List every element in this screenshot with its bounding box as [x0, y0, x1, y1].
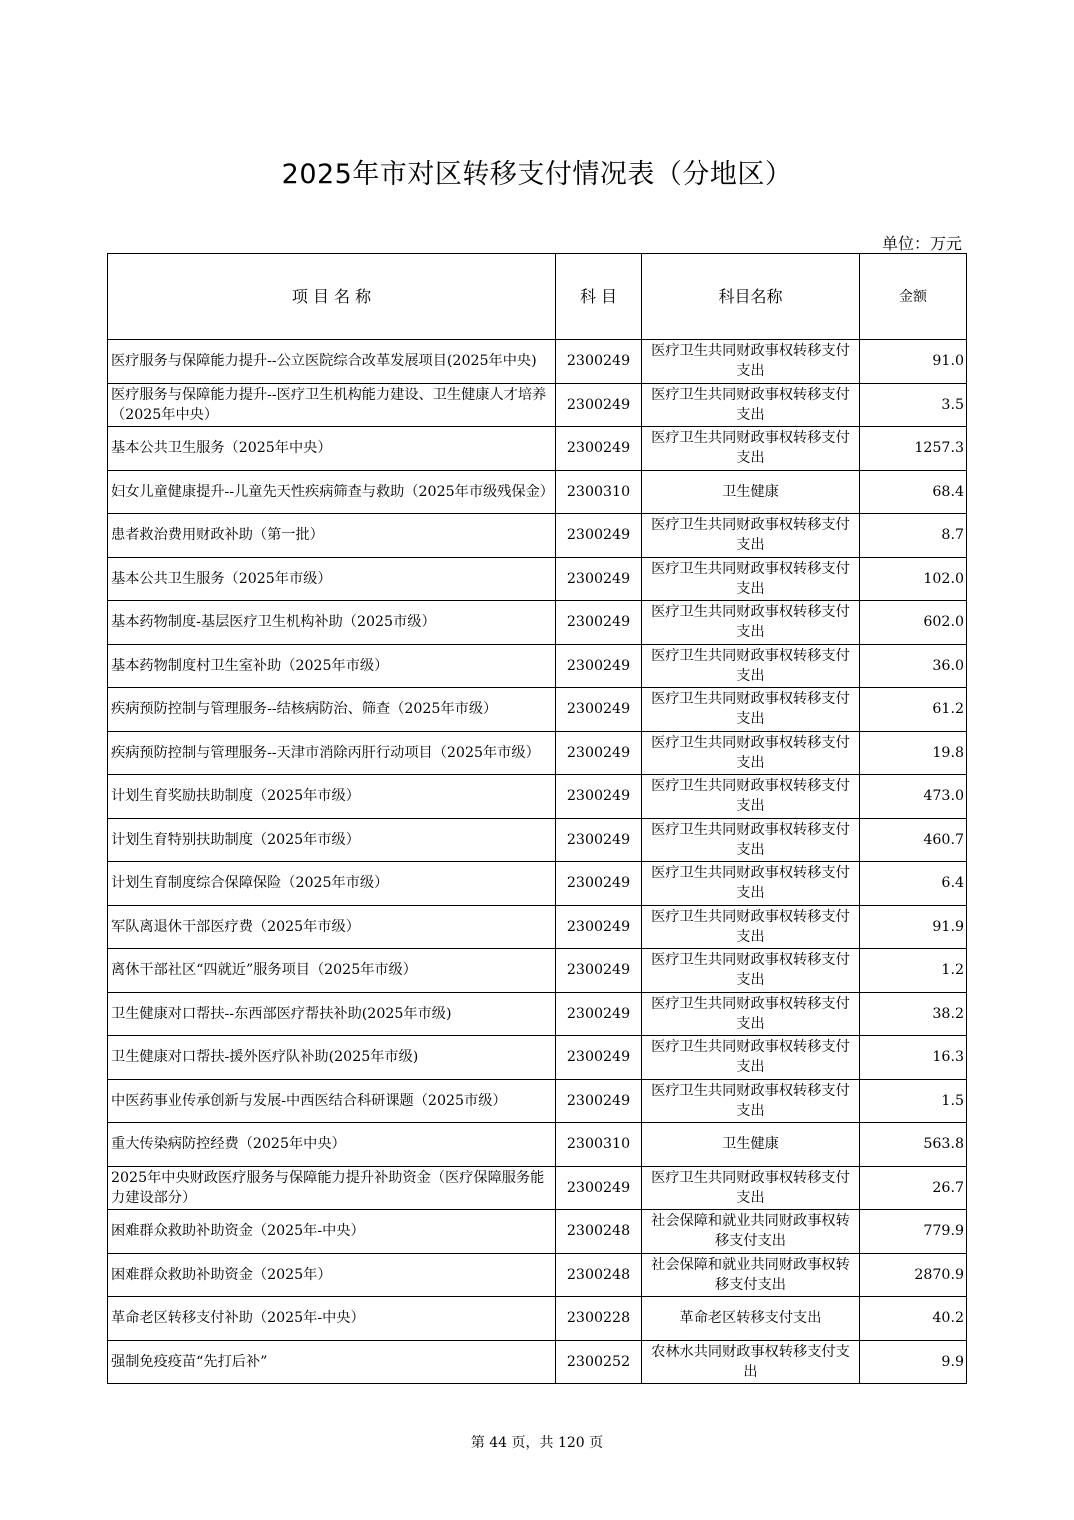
subject-code-cell: 2300228: [556, 1297, 642, 1341]
table-row: [108, 514, 967, 558]
subject-code-cell: 2300249: [556, 731, 642, 775]
project-name-cell: 重大传染病防控经费（2025年中央）: [108, 1123, 556, 1167]
table-row: [108, 601, 967, 645]
subject-name-cell: 医疗卫生共同财政事权转移支付支出: [642, 775, 860, 819]
project-name-cell: 革命老区转移支付补助（2025年-中央）: [108, 1297, 556, 1341]
table-row: [108, 731, 967, 775]
subject-name-cell: 医疗卫生共同财政事权转移支付支出: [642, 644, 860, 688]
project-name-cell: 卫生健康对口帮扶--东西部医疗帮扶补助(2025年市级): [108, 992, 556, 1036]
table-row: [108, 1210, 967, 1254]
subject-code-cell: 2300249: [556, 688, 642, 732]
project-name-cell: 基本药物制度-基层医疗卫生机构补助（2025市级）: [108, 601, 556, 645]
subject-code-cell: 2300249: [556, 557, 642, 601]
subject-name-cell: 社会保障和就业共同财政事权转移支付支出: [642, 1253, 860, 1297]
table-row: [108, 1166, 967, 1210]
subject-name-cell: 医疗卫生共同财政事权转移支付支出: [642, 1079, 860, 1123]
amount-cell: 1.5: [860, 1079, 967, 1123]
amount-cell: 91.0: [860, 340, 967, 384]
amount-cell: 3.5: [860, 383, 967, 427]
table-row: [108, 775, 967, 819]
header-subject-code: 科 目: [556, 254, 642, 340]
table-row: [108, 1036, 967, 1080]
subject-name-cell: 医疗卫生共同财政事权转移支付支出: [642, 427, 860, 471]
project-name-cell: 妇女儿童健康提升--儿童先天性疾病筛查与救助（2025年市级残保金）: [108, 470, 556, 514]
subject-code-cell: 2300249: [556, 949, 642, 993]
project-name-cell: 困难群众救助补助资金（2025年）: [108, 1253, 556, 1297]
table-row: [108, 340, 967, 384]
subject-name-cell: 医疗卫生共同财政事权转移支付支出: [642, 992, 860, 1036]
amount-cell: 68.4: [860, 470, 967, 514]
project-name-cell: 计划生育奖励扶助制度（2025年市级）: [108, 775, 556, 819]
subject-code-cell: 2300249: [556, 514, 642, 558]
subject-name-cell: 医疗卫生共同财政事权转移支付支出: [642, 905, 860, 949]
amount-cell: 19.8: [860, 731, 967, 775]
amount-cell: 40.2: [860, 1297, 967, 1341]
table-row: [108, 1253, 967, 1297]
table-row: [108, 862, 967, 906]
table-row: [108, 818, 967, 862]
project-name-cell: 疾病预防控制与管理服务--天津市消除丙肝行动项目（2025年市级）: [108, 731, 556, 775]
subject-code-cell: 2300249: [556, 601, 642, 645]
project-name-cell: 基本公共卫生服务（2025年中央）: [108, 427, 556, 471]
page-footer: 第 44 页，共 120 页: [470, 1435, 604, 1451]
project-name-cell: 医疗服务与保障能力提升--医疗卫生机构能力建设、卫生健康人才培养（2025年中央）: [108, 383, 556, 427]
table-row: [108, 644, 967, 688]
table-row: [108, 1079, 967, 1123]
amount-cell: 26.7: [860, 1166, 967, 1210]
project-name-cell: 困难群众救助补助资金（2025年-中央）: [108, 1210, 556, 1254]
amount-cell: 38.2: [860, 992, 967, 1036]
table-row: [108, 470, 967, 514]
project-name-cell: 基本公共卫生服务（2025年市级）: [108, 557, 556, 601]
amount-cell: 1257.3: [860, 427, 967, 471]
unit-label: 单位：万元: [881, 234, 962, 253]
amount-cell: 61.2: [860, 688, 967, 732]
project-name-cell: 患者救治费用财政补助（第一批）: [108, 514, 556, 558]
amount-cell: 473.0: [860, 775, 967, 819]
subject-name-cell: 医疗卫生共同财政事权转移支付支出: [642, 731, 860, 775]
table-row: [108, 905, 967, 949]
amount-cell: 1.2: [860, 949, 967, 993]
subject-code-cell: 2300248: [556, 1210, 642, 1254]
amount-cell: 602.0: [860, 601, 967, 645]
amount-cell: 36.0: [860, 644, 967, 688]
subject-code-cell: 2300249: [556, 818, 642, 862]
subject-code-cell: 2300252: [556, 1340, 642, 1384]
table-row: [108, 1340, 967, 1384]
table-row: [108, 427, 967, 471]
project-name-cell: 军队离退休干部医疗费（2025年市级）: [108, 905, 556, 949]
subject-name-cell: 医疗卫生共同财政事权转移支付支出: [642, 949, 860, 993]
subject-name-cell: 医疗卫生共同财政事权转移支付支出: [642, 862, 860, 906]
subject-code-cell: 2300249: [556, 427, 642, 471]
subject-name-cell: 卫生健康: [642, 1123, 860, 1167]
subject-code-cell: 2300249: [556, 1079, 642, 1123]
subject-code-cell: 2300249: [556, 775, 642, 819]
table-row: [108, 992, 967, 1036]
amount-cell: 460.7: [860, 818, 967, 862]
header-subject-name: 科目名称: [642, 254, 860, 340]
subject-code-cell: 2300248: [556, 1253, 642, 1297]
table-header-row: [108, 254, 967, 340]
header-amount: 金额: [860, 254, 967, 340]
subject-code-cell: 2300249: [556, 340, 642, 384]
amount-cell: 2870.9: [860, 1253, 967, 1297]
subject-code-cell: 2300249: [556, 1036, 642, 1080]
subject-name-cell: 医疗卫生共同财政事权转移支付支出: [642, 601, 860, 645]
table-row: [108, 1297, 967, 1341]
subject-code-cell: 2300249: [556, 1166, 642, 1210]
subject-code-cell: 2300310: [556, 1123, 642, 1167]
amount-cell: 91.9: [860, 905, 967, 949]
table-row: [108, 383, 967, 427]
table-body: [108, 340, 967, 1384]
table-row: [108, 557, 967, 601]
project-name-cell: 卫生健康对口帮扶-援外医疗队补助(2025年市级): [108, 1036, 556, 1080]
table-row: [108, 949, 967, 993]
project-name-cell: 强制免疫疫苗“先打后补”: [108, 1340, 556, 1384]
project-name-cell: 医疗服务与保障能力提升--公立医院综合改革发展项目(2025年中央): [108, 340, 556, 384]
subject-code-cell: 2300249: [556, 905, 642, 949]
amount-cell: 779.9: [860, 1210, 967, 1254]
subject-name-cell: 卫生健康: [642, 470, 860, 514]
amount-cell: 102.0: [860, 557, 967, 601]
subject-code-cell: 2300249: [556, 644, 642, 688]
subject-name-cell: 医疗卫生共同财政事权转移支付支出: [642, 818, 860, 862]
table-row: [108, 688, 967, 732]
subject-name-cell: 医疗卫生共同财政事权转移支付支出: [642, 688, 860, 732]
table-row: [108, 1123, 967, 1167]
subject-code-cell: 2300249: [556, 862, 642, 906]
subject-code-cell: 2300310: [556, 470, 642, 514]
subject-name-cell: 医疗卫生共同财政事权转移支付支出: [642, 1036, 860, 1080]
header-project-name: 项 目 名 称: [108, 254, 556, 340]
subject-name-cell: 革命老区转移支付支出: [642, 1297, 860, 1341]
project-name-cell: 离休干部社区“四就近”服务项目（2025年市级）: [108, 949, 556, 993]
subject-name-cell: 社会保障和就业共同财政事权转移支付支出: [642, 1210, 860, 1254]
amount-cell: 9.9: [860, 1340, 967, 1384]
amount-cell: 563.8: [860, 1123, 967, 1167]
subject-name-cell: 医疗卫生共同财政事权转移支付支出: [642, 383, 860, 427]
amount-cell: 6.4: [860, 862, 967, 906]
amount-cell: 16.3: [860, 1036, 967, 1080]
amount-cell: 8.7: [860, 514, 967, 558]
subject-name-cell: 医疗卫生共同财政事权转移支付支出: [642, 514, 860, 558]
subject-name-cell: 医疗卫生共同财政事权转移支付支出: [642, 340, 860, 384]
project-name-cell: 计划生育制度综合保障保险（2025年市级）: [108, 862, 556, 906]
subject-code-cell: 2300249: [556, 992, 642, 1036]
subject-code-cell: 2300249: [556, 383, 642, 427]
project-name-cell: 2025年中央财政医疗服务与保障能力提升补助资金（医疗保障服务能力建设部分）: [108, 1166, 556, 1210]
project-name-cell: 基本药物制度村卫生室补助（2025年市级）: [108, 644, 556, 688]
project-name-cell: 中医药事业传承创新与发展-中西医结合科研课题（2025市级）: [108, 1079, 556, 1123]
page-title: 2025年市对区转移支付情况表（分地区）: [281, 159, 793, 190]
subject-name-cell: 医疗卫生共同财政事权转移支付支出: [642, 557, 860, 601]
project-name-cell: 疾病预防控制与管理服务--结核病防治、筛查（2025年市级）: [108, 688, 556, 732]
project-name-cell: 计划生育特别扶助制度（2025年市级）: [108, 818, 556, 862]
subject-name-cell: 医疗卫生共同财政事权转移支付支出: [642, 1166, 860, 1210]
subject-name-cell: 农林水共同财政事权转移支付支出: [642, 1340, 860, 1384]
transfer-payment-table: [107, 253, 967, 1384]
